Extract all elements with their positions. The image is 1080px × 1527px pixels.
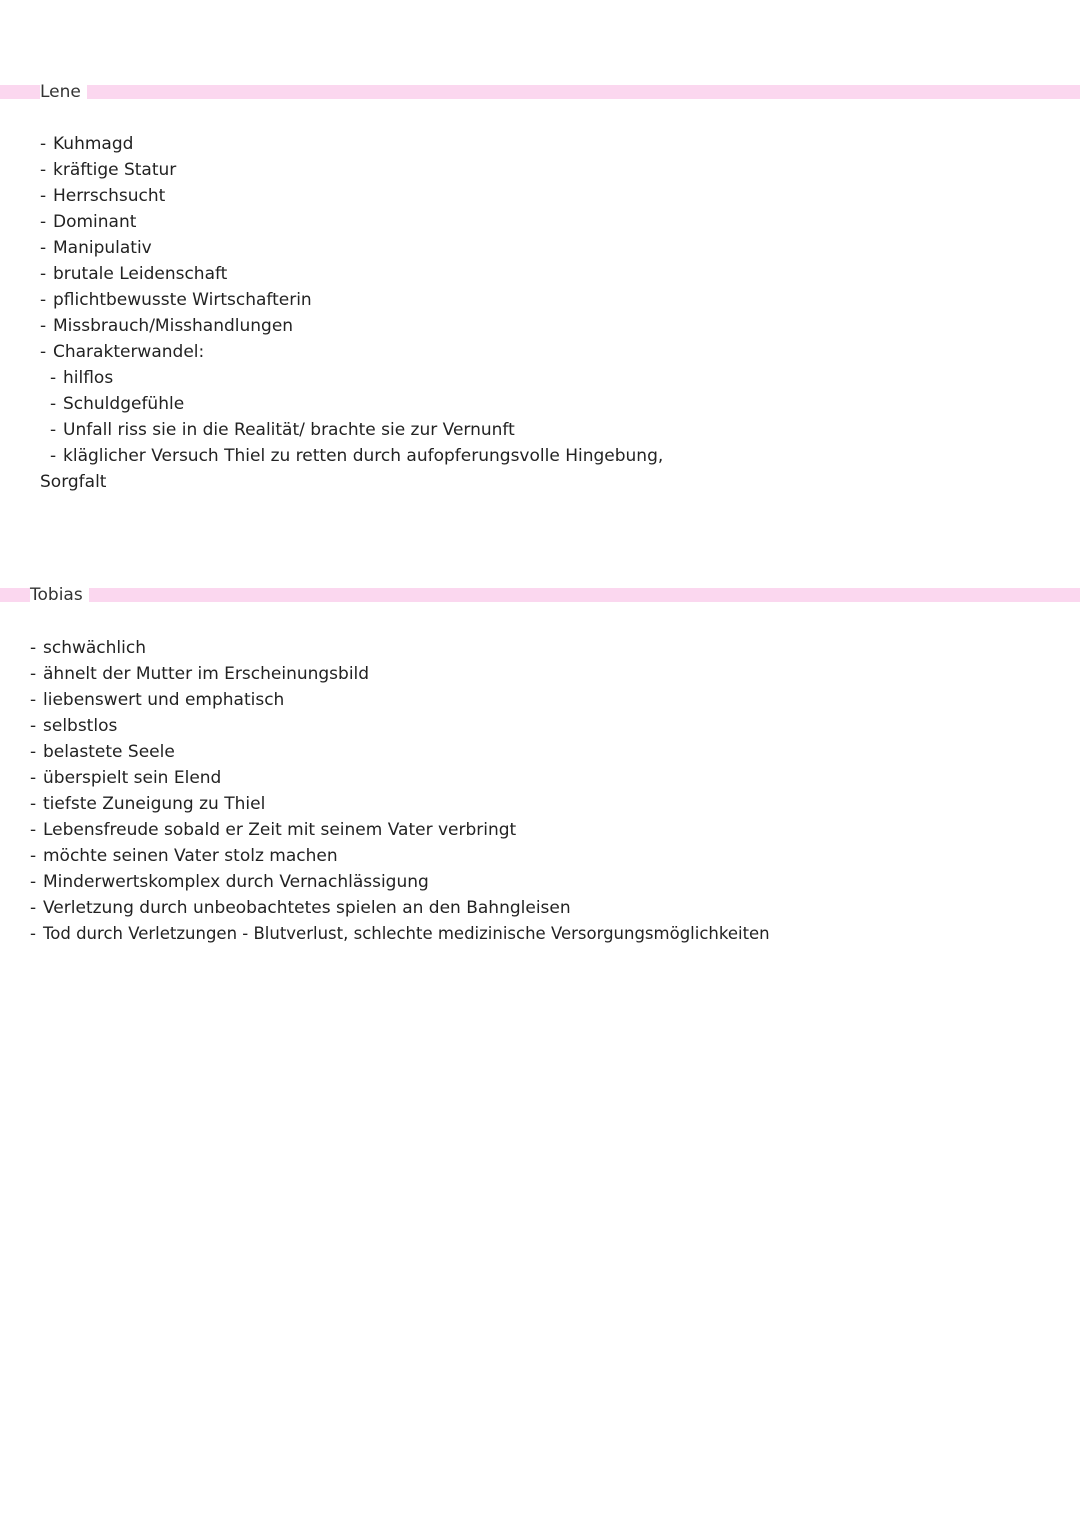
list-item: - Manipulativ xyxy=(40,238,152,258)
list-item: - liebenswert und emphatisch xyxy=(30,690,285,710)
list-item: - belastete Seele xyxy=(30,742,175,762)
list-item: - tiefste Zuneigung zu Thiel xyxy=(30,794,266,814)
lene-trait-list xyxy=(40,134,1040,504)
list-item: - Tod durch Verletzungen - Blutverlust, schlechte medizinische Versorgungsmöglichkeiten xyxy=(30,924,770,943)
list-item: - pflichtbewusste Wirtschafterin xyxy=(40,290,312,310)
list-item: - schwächlich xyxy=(30,638,146,658)
sub-list-item: - kläglicher Versuch Thiel zu retten durch aufopferungsvolle Hingebung, xyxy=(50,446,664,466)
list-item: - Herrschsucht xyxy=(40,186,166,206)
list-item: - Kuhmagd xyxy=(40,134,134,154)
list-item: - Minderwertskomplex durch Vernachlässigung xyxy=(30,872,429,892)
sub-list-item: - Unfall riss sie in die Realität/ brachte sie zur Vernunft xyxy=(50,420,515,440)
tobias-trait-list xyxy=(30,638,1060,948)
list-item: - Dominant xyxy=(40,212,137,232)
section-title-tobias: Tobias xyxy=(30,585,89,605)
list-item: - Lebensfreude sobald er Zeit mit seinem Vater verbringt xyxy=(30,820,517,840)
list-item: - ähnelt der Mutter im Erscheinungsbild xyxy=(30,664,370,684)
sub-list-item: - Schuldgefühle xyxy=(50,394,185,414)
list-item: - kräftige Statur xyxy=(40,160,177,180)
list-item: - überspielt sein Elend xyxy=(30,768,222,788)
list-item: - selbstlos xyxy=(30,716,118,736)
list-item: - brutale Leidenschaft xyxy=(40,264,228,284)
section-title-lene: Lene xyxy=(40,82,87,102)
sub-list-item: - hilflos xyxy=(50,368,114,388)
list-item: - Missbrauch/Misshandlungen xyxy=(40,316,294,336)
list-item: - Verletzung durch unbeobachtetes spielen an den Bahngleisen xyxy=(30,898,571,918)
section-header-bar-lene xyxy=(0,85,1080,99)
list-item: - möchte seinen Vater stolz machen xyxy=(30,846,338,866)
list-item: - Charakterwandel: xyxy=(40,342,205,362)
section-header-bar-tobias xyxy=(0,588,1080,602)
list-item-continuation: Sorgfalt xyxy=(40,472,107,492)
